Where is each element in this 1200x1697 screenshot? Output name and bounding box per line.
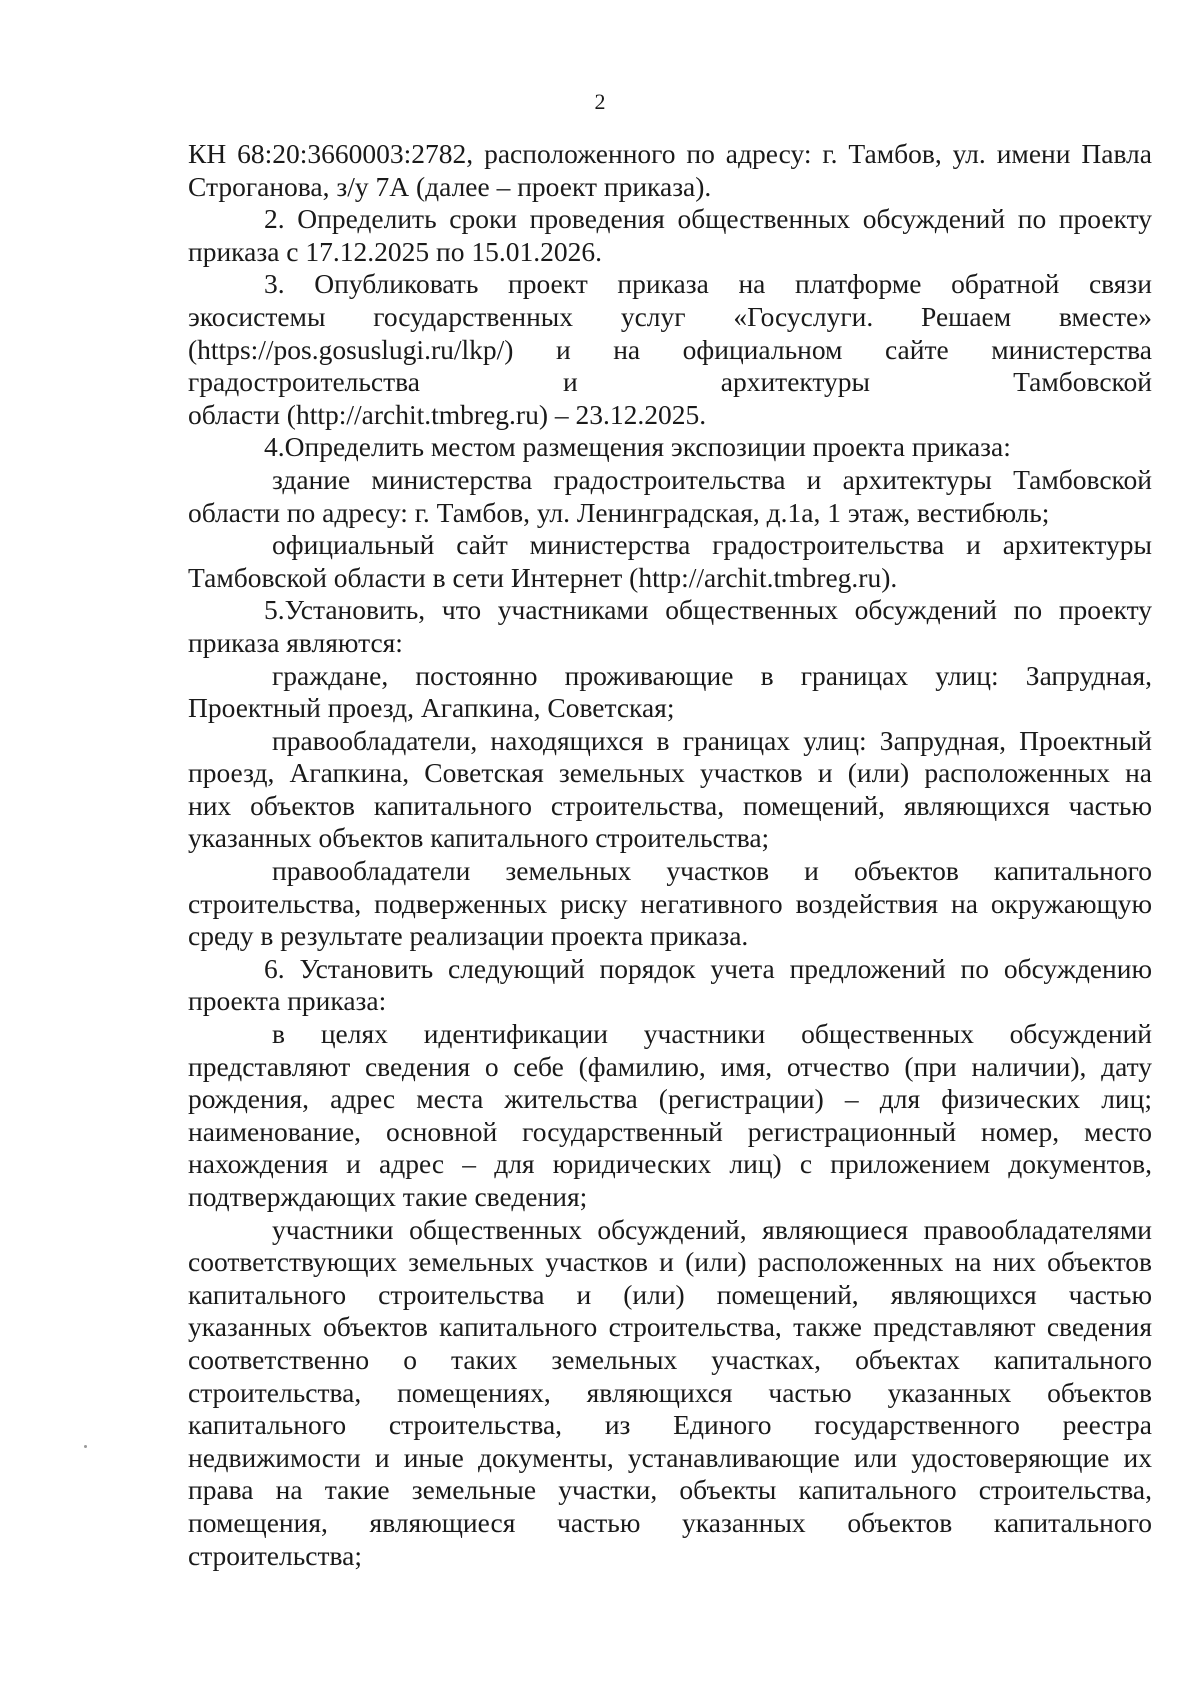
page-number: 2 xyxy=(594,89,606,114)
text-line: представляют сведения о себе (фамилию, имя, отчество (при наличии), дату xyxy=(188,1050,1152,1082)
paragraph-item-3 xyxy=(188,268,1152,431)
text-line: указанных объектов капитального строительства, также представляют сведения xyxy=(188,1311,1152,1343)
text-line: рождения, адрес места жительства (регистрации) – для физических лиц; xyxy=(188,1083,1152,1115)
paragraph-item-4-a xyxy=(188,464,1152,529)
text-line: (https://pos.gosuslugi.ru/lkp/) и на официальном сайте министерства xyxy=(188,333,1152,365)
text-line: КН 68:20:3660003:2782, расположенного по адресу: г. Тамбов, ул. имени Павла xyxy=(188,138,1152,169)
text-line: 4.Определить местом размещения экспозиции проекта приказа: xyxy=(264,431,1011,463)
paragraph-intro xyxy=(188,138,1152,203)
text-line: правообладатели, находящихся в границах улиц: Запрудная, Проектный xyxy=(272,724,1152,756)
text-line: соответствующих земельных участков и (или) расположенных на них объектов xyxy=(188,1246,1152,1278)
text-line: проезд, Агапкина, Советская земельных участков и (или) расположенных на xyxy=(188,757,1152,789)
text-line: 3. Опубликовать проект приказа на платформе обратной связи xyxy=(264,268,1152,300)
text-line: в целях идентификации участники общественных обсуждений xyxy=(272,1018,1152,1050)
text-line: капитального строительства и (или) помещений, являющихся частью xyxy=(188,1278,1152,1310)
paragraph-item-2 xyxy=(188,203,1152,268)
text-line: помещения, являющиеся частью указанных объектов капитального xyxy=(188,1506,1152,1538)
text-line: граждане, постоянно проживающие в границах улиц: Запрудная, xyxy=(272,659,1152,691)
text-line: 6. Установить следующий порядок учета предложений по обсуждению xyxy=(264,952,1152,984)
text-line: 5.Установить, что участниками общественных обсуждений по проекту xyxy=(264,594,1152,626)
text-line: подтверждающих такие сведения; xyxy=(188,1181,588,1212)
text-line: указанных объектов капитального строительства; xyxy=(188,822,770,854)
paragraph-item-4 xyxy=(188,431,1152,464)
paragraph-item-5-c xyxy=(188,855,1152,953)
text-line: области (http://archit.tmbreg.ru) – 23.12.2025. xyxy=(188,398,707,430)
text-line: Проектный проезд, Агапкина, Советская; xyxy=(188,692,675,724)
text-line: них объектов капитального строительства, помещений, являющихся частью xyxy=(188,789,1152,821)
text-line: официальный сайт министерства градостроительства и архитектуры xyxy=(272,529,1152,561)
text-line: права на такие земельные участки, объекты капитального строительства, xyxy=(188,1474,1152,1506)
text-line: недвижимости и иные документы, устанавливающие или удостоверяющие их xyxy=(188,1441,1152,1473)
text-line: нахождения и адрес – для юридических лиц) с приложением документов, xyxy=(188,1148,1152,1180)
text-line: среду в результате реализации проекта приказа. xyxy=(188,920,749,952)
text-line: строительства, помещениях, являющихся частью указанных объектов xyxy=(188,1376,1152,1408)
paragraph-item-5-a xyxy=(188,660,1152,725)
text-line: градостроительства и архитектуры Тамбовской xyxy=(188,366,1152,398)
text-line: наименование, основной государственный регистрационный номер, место xyxy=(188,1115,1152,1147)
text-line: капитального строительства, из Единого государственного реестра xyxy=(188,1409,1152,1441)
text-line: здание министерства градостроительства и архитектуры Тамбовской xyxy=(272,463,1152,495)
text-line: Тамбовской области в сети Интернет (http://archit.tmbreg.ru). xyxy=(188,561,898,593)
text-line: участники общественных обсуждений, являющиеся правообладателями xyxy=(272,1213,1152,1245)
text-line: строительства, подверженных риску негативного воздействия на окружающую xyxy=(188,887,1152,919)
paragraph-item-6-a xyxy=(188,1018,1152,1214)
scan-artifact xyxy=(84,1445,87,1448)
text-line: строительства; xyxy=(188,1539,362,1571)
text-line: экосистемы государственных услуг «Госуслуги. Решаем вместе» xyxy=(188,300,1152,332)
text-line: Строганова, з/у 7А (далее – проект приказа). xyxy=(188,170,712,202)
document-body xyxy=(188,138,1152,1572)
text-line: соответственно о таких земельных участках, объектах капитального xyxy=(188,1343,1152,1375)
paragraph-item-5 xyxy=(188,594,1152,659)
text-line: приказа с 17.12.2025 по 15.01.2026. xyxy=(188,235,602,267)
paragraph-item-6 xyxy=(188,953,1152,1018)
text-line: приказа являются: xyxy=(188,626,403,658)
paragraph-item-6-b xyxy=(188,1214,1152,1573)
text-line: 2. Определить сроки проведения общественных обсуждений по проекту xyxy=(264,203,1152,235)
paragraph-item-5-b xyxy=(188,725,1152,855)
text-line: правообладатели земельных участков и объектов капитального xyxy=(272,855,1152,887)
paragraph-item-4-b xyxy=(188,529,1152,594)
text-line: проекта приказа: xyxy=(188,985,387,1017)
text-line: области по адресу: г. Тамбов, ул. Ленинградская, д.1а, 1 этаж, вестибюль; xyxy=(188,496,1050,528)
